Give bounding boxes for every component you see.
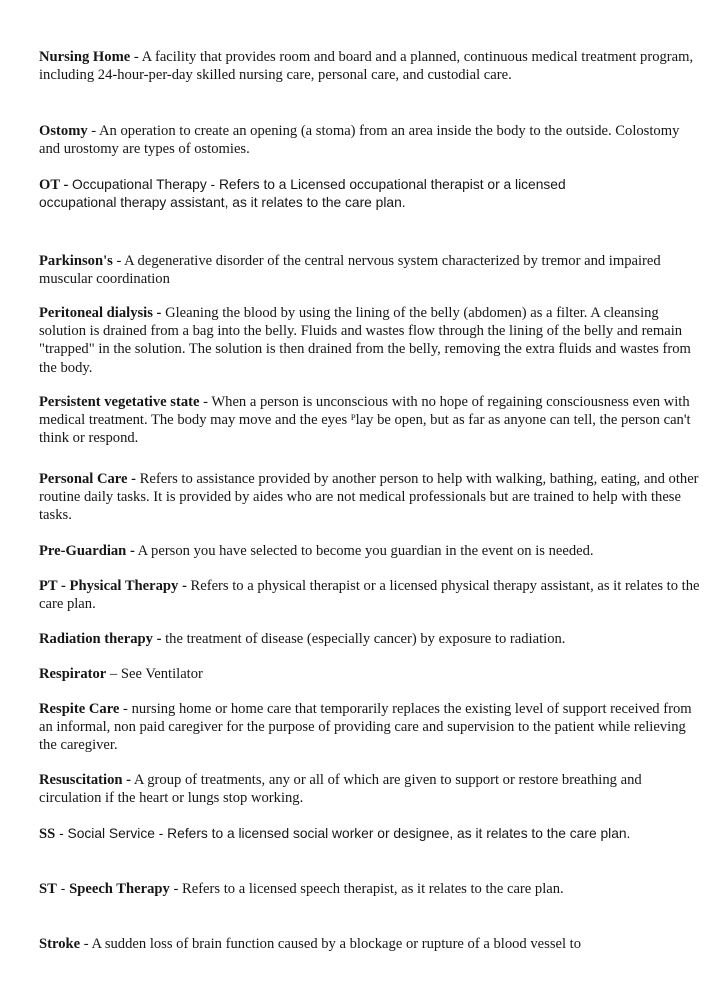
term-separator: - <box>80 936 92 952</box>
glossary-term: Pre-Guardian - <box>39 543 135 559</box>
glossary-definition: Social Service - Refers to a licensed social worker or designee, as it relates to the care plan. <box>67 826 631 841</box>
term-separator: - <box>87 123 100 139</box>
glossary-term: OT - <box>39 177 72 193</box>
glossary-entry-respirator <box>39 665 703 683</box>
glossary-definition: Refers to a physical therapist or a licensed physical therapy assistant, as it relates to the care plan. <box>39 578 700 613</box>
term-separator: – <box>106 666 121 682</box>
glossary-entry-pt <box>39 577 703 613</box>
glossary-entry-pre-guardian <box>39 542 703 560</box>
glossary-entry-personal-care <box>39 470 703 525</box>
glossary-definition: An operation to create an opening (a stoma) from an area inside the body to the outside. Colostomy and urostomy are types of ostomies. <box>39 123 680 158</box>
glossary-term: Parkinson's <box>39 253 113 269</box>
glossary-term: Nursing Home <box>39 49 131 65</box>
term-separator: - <box>112 253 125 269</box>
glossary-entry-nursing-home <box>39 48 703 84</box>
glossary-term: Personal Care - <box>39 471 136 487</box>
term-separator: - <box>119 701 132 717</box>
glossary-term: Peritoneal dialysis - <box>39 305 162 321</box>
glossary-entry-st <box>39 880 703 898</box>
glossary-term: PT - Physical Therapy - <box>39 578 187 594</box>
glossary-definition: Gleaning the blood by using the lining of the belly (abdomen) as a filter. A cleansing solution is drained from a bag into the belly. Fluids and wastes flow through the lining of the belly and remain "trapped" in the solution. The solution is then drained from the belly, removing the extra fluids and wastes from the body. <box>39 305 691 376</box>
glossary-definition: Refers to assistance provided by another person to help with walking, bathing, eating, and other routine daily tasks. It is provided by aides who are not medical professionals but are trained to help with these tasks. <box>39 471 699 524</box>
term-separator: - <box>55 826 68 841</box>
glossary-entry-radiation-therapy <box>39 630 703 648</box>
glossary-entry-parkinsons <box>39 252 703 288</box>
glossary-entry-ot <box>39 176 599 212</box>
term-separator: - <box>56 881 70 896</box>
glossary-entry-stroke <box>39 935 703 953</box>
glossary-entry-respite-care <box>39 700 703 755</box>
glossary-term: SS <box>39 826 56 842</box>
glossary-definition: See Ventilator <box>120 666 203 682</box>
glossary-entry-ss <box>39 825 703 843</box>
glossary-definition: A sudden loss of brain function caused by a blockage or rupture of a blood vessel to <box>91 936 582 952</box>
glossary-definition: A degenerative disorder of the central nervous system characterized by tremor and impaired muscular coordination <box>39 253 661 288</box>
glossary-term: Ostomy <box>39 123 88 139</box>
glossary-term: Persistent vegetative state <box>39 394 200 410</box>
glossary-term: Respite Care <box>39 701 120 717</box>
glossary-entry-resuscitation <box>39 771 703 807</box>
glossary-entry-peritoneal-dialysis <box>39 304 703 377</box>
glossary-definition: A person you have selected to become you guardian in the event on is needed. <box>137 543 594 559</box>
glossary-definition: When a person is unconscious with no hope of regaining consciousness even with medical treatment. The body may move and the eyes ᴾlay be open, but as far as anyone can tell, the person can't think or respond. <box>39 394 691 447</box>
glossary-entry-ostomy <box>39 122 703 158</box>
glossary-definition: A facility that provides room and board and a planned, continuous medical treatment program, including 24-hour-per-day skilled nursing care, personal care, and custodial care. <box>39 49 694 84</box>
glossary-definition: Refers to a licensed speech therapist, as it relates to the care plan. <box>181 881 564 897</box>
glossary-definition: nursing home or home care that temporarily replaces the existing level of support received from an informal, non paid caregiver for the purpose of providing care and supervision to the patient while relieving the caregiver. <box>39 701 692 754</box>
glossary-term: Resuscitation - <box>39 772 132 788</box>
glossary-definition: the treatment of disease (especially cancer) by exposure to radiation. <box>165 631 566 647</box>
glossary-term: Respirator <box>39 666 107 682</box>
term-separator: - <box>130 49 142 65</box>
glossary-term-secondary: Speech Therapy <box>69 881 170 897</box>
glossary-term: Stroke <box>39 936 81 952</box>
glossary-term: ST <box>39 881 57 897</box>
glossary-definition: Occupational Therapy - Refers to a Licensed occupational therapist or a licensed occupational therapy assistant, as it relates to the care plan. <box>39 177 566 211</box>
term-separator: - <box>199 394 212 410</box>
glossary-entry-persistent-vegetative-state <box>39 393 703 448</box>
glossary-definition: A group of treatments, any or all of which are given to support or restore breathing and circulation if the heart or lungs stop working. <box>39 772 642 807</box>
term-separator: - <box>169 881 182 897</box>
glossary-term: Radiation therapy - <box>39 631 162 647</box>
